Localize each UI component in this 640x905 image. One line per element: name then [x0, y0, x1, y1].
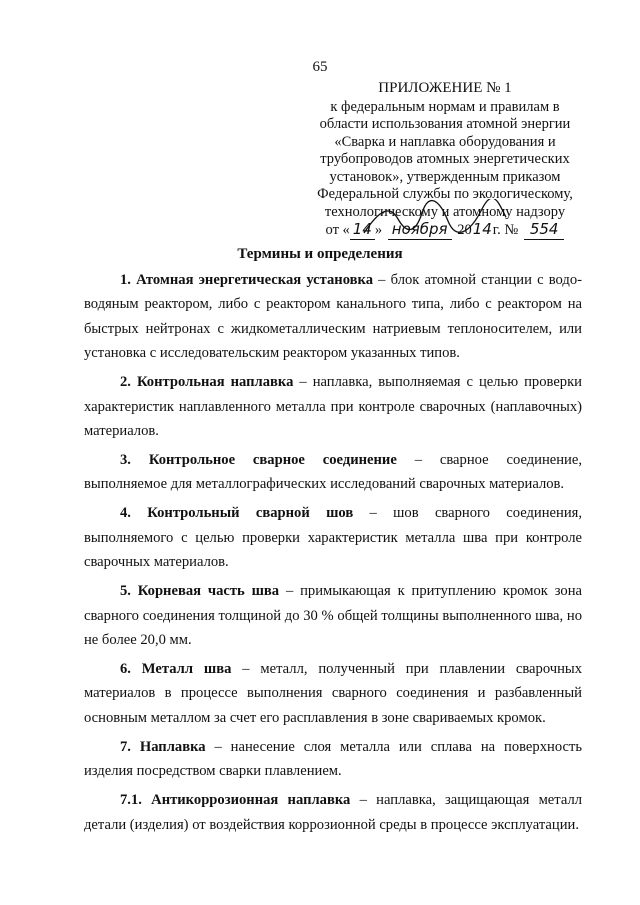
term-item: [84, 268, 582, 366]
term-name: 6. Металл шва: [120, 661, 232, 678]
term-item: [84, 370, 582, 443]
appendix-heading: ПРИЛОЖЕНИЕ № 1: [378, 80, 512, 96]
term-item: [84, 657, 582, 730]
term-definition: – блок атомной станции с водо-водяным реактором, либо с реактором канального типа, либо с реактором на быстрых нейтронах с жидкометаллическим натриевым теплоносителем, или установка с исследовательским реактором указанных типов.: [84, 272, 582, 362]
appendix-line: «Сварка и наплавка оборудования и: [334, 133, 556, 150]
appendix-line: к федеральным нормам и правилам в: [330, 98, 560, 115]
term-name: 5. Корневая часть шва: [120, 583, 280, 600]
term-name: 1. Атомная энергетическая установка: [120, 272, 374, 288]
year-end: г. №: [492, 222, 519, 238]
term-item: [84, 579, 582, 652]
term-name: 2. Контрольная наплавка: [120, 374, 294, 391]
term-definition: – сварное соединение, выполняемое для металлографических исследований сварочных материалов.: [84, 452, 582, 493]
term-name: 7. Наплавка: [120, 738, 206, 755]
term-name: 4. Контрольный сварной шов: [120, 505, 354, 522]
term-definition: – примыкающая к притуплению кромок зона сварного соединения толщиной до 30 % общей толщины выполненного шва, но не более 20,0 мм.: [84, 583, 582, 649]
appendix-line: области использования атомной энергии: [319, 116, 571, 132]
appendix-line: Федеральной службы по экологическому,: [317, 186, 573, 202]
term-definition: – шов сварного соединения, выполняемого с целью проверки характеристик металла шва при контроле сварочных материалов.: [84, 505, 582, 571]
terms-list: [84, 268, 582, 842]
appendix-block: [300, 80, 590, 240]
handwritten-day: 14: [350, 221, 375, 240]
term-name: 7.1. Антикоррозионная наплавка: [120, 792, 351, 809]
term-item: [84, 448, 582, 497]
date-close: »: [374, 222, 383, 238]
term-definition: – металл, полученный при плавлении сварочных материалов в процессе выполнения сварного соединения и разбавленный основным металлом за счет его расплавления в зоне свариваемых кромок.: [84, 661, 582, 726]
order-date-line: [300, 221, 590, 240]
appendix-line: трубопроводов атомных энергетических: [320, 151, 570, 167]
page-number: 65: [312, 59, 328, 75]
appendix-line: технологическому и атомному надзору: [324, 203, 566, 220]
appendix-line: установок», утвержденным приказом: [329, 168, 561, 185]
term-item: [84, 501, 582, 574]
handwritten-month: ноября: [388, 221, 452, 240]
date-prefix: от «: [325, 222, 350, 238]
term-item: [84, 788, 582, 837]
term-name: 3. Контрольное сварное соединение: [120, 452, 397, 469]
year-prefix: 20: [457, 222, 472, 238]
term-definition: – наплавка, защищающая металл детали (изделия) от воздействия коррозионной среды в процессе эксплуатации.: [84, 792, 583, 833]
document-title: Термины и определения: [237, 246, 403, 262]
handwritten-year: 14: [472, 220, 492, 238]
term-item: [84, 735, 582, 784]
term-definition: – наплавка, выполняемая с целью проверки характеристик наплавленного металла при контроле сварочных (наплавочных) материалов.: [84, 374, 582, 440]
term-definition: – нанесение слоя металла или сплава на поверхность изделия посредством сварки плавлением.: [84, 738, 582, 780]
handwritten-order-number: 554: [524, 221, 565, 240]
